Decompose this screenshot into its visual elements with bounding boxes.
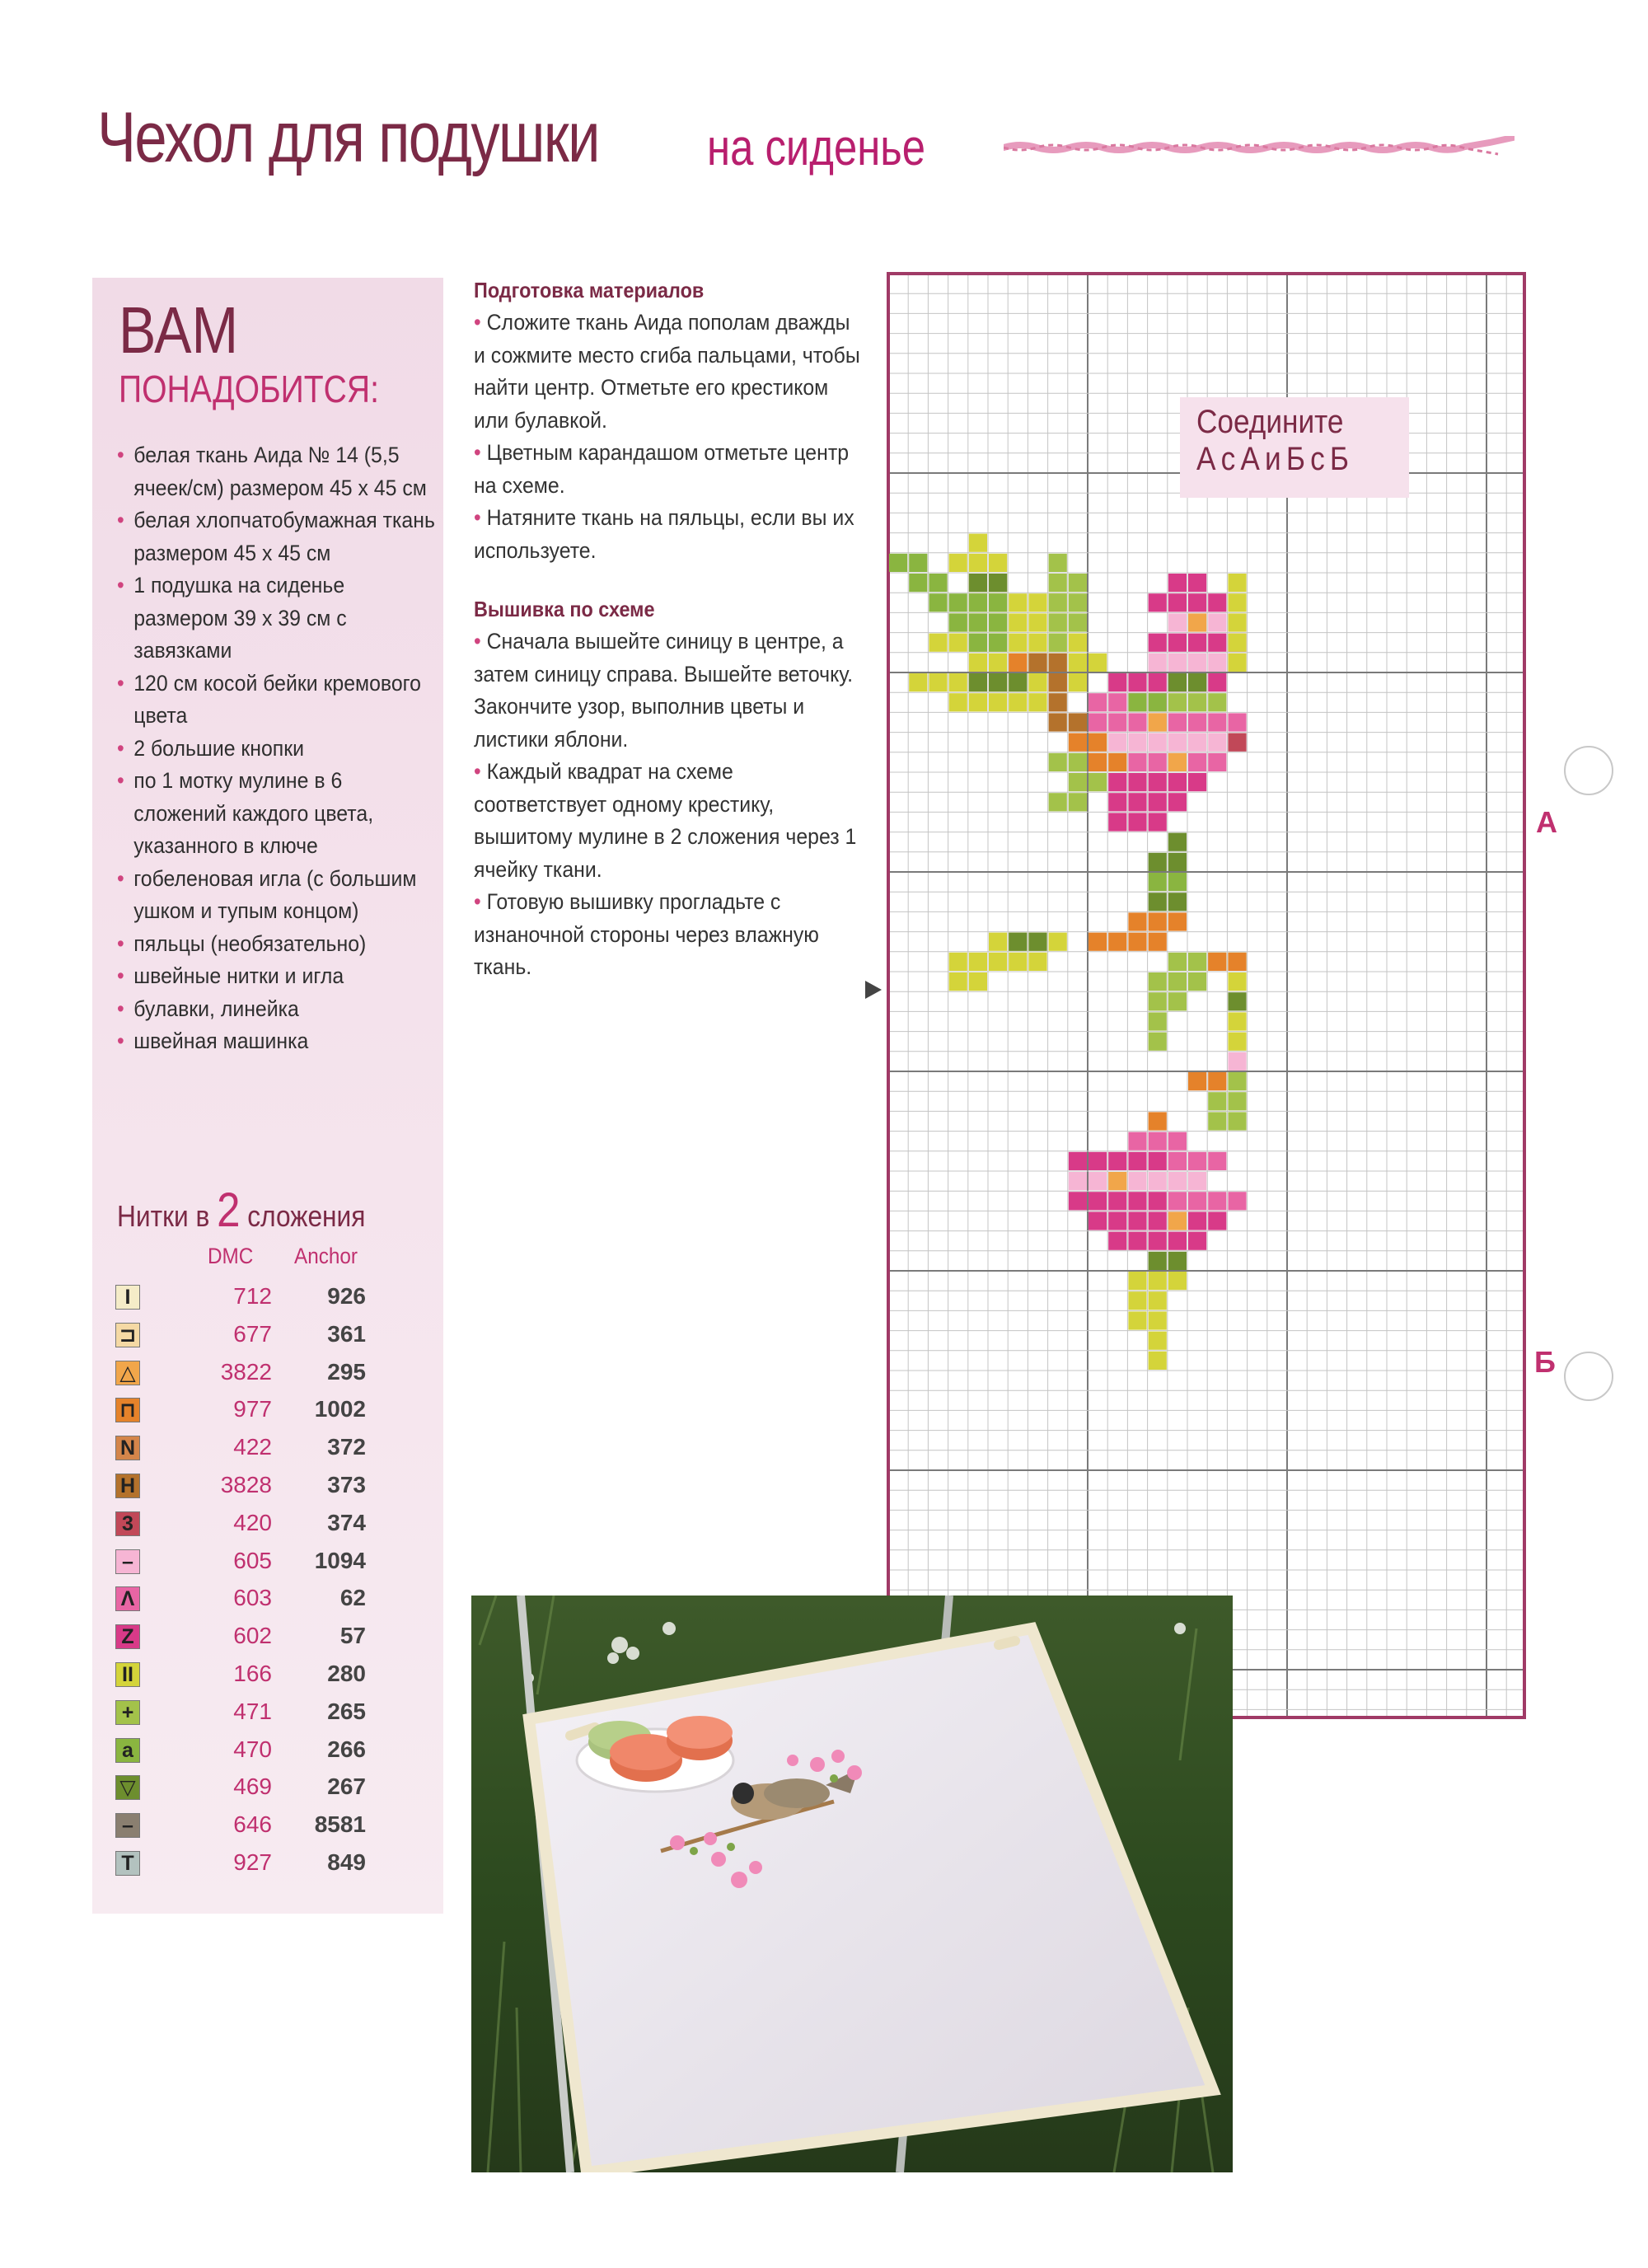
instruction-text: Каждый квадрат на схеме соответствует одному крестику, вышитому мулине в 2 сложения через 1 ячейку ткани. (474, 759, 857, 882)
thread-symbol: 3 (115, 1511, 140, 1536)
thread-symbol: △ (115, 1361, 140, 1385)
material-item: • швейная машинка (117, 1025, 435, 1058)
thread-dmc: 469 (233, 1774, 272, 1800)
thread-symbol: – (115, 1549, 140, 1574)
thread-anchor: 1094 (314, 1547, 366, 1573)
thread-dmc: 646 (233, 1811, 272, 1838)
thread-symbol: – (115, 1813, 140, 1838)
page-title (97, 97, 926, 179)
thread-anchor: 374 (327, 1509, 366, 1535)
thread-symbol: + (115, 1700, 140, 1725)
mark-a: А (1536, 805, 1557, 839)
thread-anchor: 266 (327, 1736, 366, 1762)
pink-thread-decoration (1004, 136, 1515, 161)
thread-dmc: 422 (233, 1434, 272, 1460)
punch-hole-icon (1564, 746, 1613, 795)
thread-symbol: ⊓ (115, 1398, 140, 1422)
thread-key-row (115, 1470, 428, 1503)
thread-dmc: 603 (233, 1585, 272, 1611)
material-item: • пяльцы (необязательно) (117, 928, 435, 961)
thread-key-row (115, 1735, 428, 1768)
thread-key-row (115, 1772, 428, 1805)
instruction-text: Сначала вышейте синицу в центре, а затем синицу справа. Вышейте веточку. Закончите узор, выполнив цветы и листики яблони. (474, 629, 854, 752)
thread-key-row (115, 1621, 428, 1654)
threads-title-post: сложения (247, 1199, 366, 1233)
material-item: • швейные нитки и игла (117, 960, 435, 993)
thread-key-row (115, 1697, 428, 1730)
instruction-text: Сложите ткань Аида пополам дважды и сожмите место сгиба пальцами, чтобы найти центр. Отметьте его крестиком или булавкой. (474, 310, 860, 433)
connect-line2: АсАиБсБ (1196, 441, 1355, 477)
bullet-icon: • (474, 629, 487, 654)
instructions (474, 278, 861, 984)
instruction-text: Цветным карандашом отметьте центр на схеме. (474, 440, 850, 498)
punch-hole-icon (1564, 1352, 1613, 1401)
thread-key-row (115, 1810, 428, 1843)
bullet-icon: • (474, 310, 487, 335)
thread-anchor: 280 (327, 1661, 366, 1686)
bullet-icon: • (474, 889, 487, 914)
thread-dmc: 977 (233, 1396, 272, 1422)
thread-dmc: 470 (233, 1736, 272, 1762)
thread-key-row (115, 1394, 428, 1427)
thread-symbol: a (115, 1738, 140, 1763)
sidebar-subtitle: ПОНАДОБИТСЯ: (119, 368, 380, 410)
thread-dmc: 602 (233, 1623, 272, 1649)
threads-title-num: 2 (217, 1183, 241, 1237)
thread-symbol: ⊐ (115, 1323, 140, 1347)
thread-key-row (115, 1546, 428, 1579)
thread-symbol: T (115, 1851, 140, 1876)
thread-dmc: 3828 (220, 1472, 272, 1497)
col-anchor-header: Anchor (294, 1244, 358, 1268)
thread-key-row (115, 1319, 428, 1352)
instruction-item (474, 626, 860, 756)
thread-anchor: 849 (327, 1849, 366, 1875)
title-sub: на сиденье (707, 119, 926, 176)
instruction-item (474, 502, 860, 567)
thread-anchor: 372 (327, 1434, 366, 1460)
thread-symbol: ▽ (115, 1775, 140, 1800)
thread-dmc: 471 (233, 1698, 272, 1724)
thread-anchor: 1002 (314, 1396, 366, 1422)
thread-anchor: 62 (339, 1585, 366, 1611)
prep-title: Подготовка материалов (474, 278, 705, 302)
thread-anchor: 361 (327, 1320, 366, 1347)
bullet-icon: • (474, 440, 487, 465)
thread-dmc: 712 (233, 1283, 272, 1309)
thread-key-row (115, 1659, 428, 1692)
mark-b: Б (1534, 1345, 1556, 1379)
col-dmc-header: DMC (208, 1244, 254, 1268)
instruction-item (474, 756, 860, 886)
thread-dmc: 3822 (220, 1358, 272, 1385)
thread-anchor: 295 (327, 1358, 366, 1385)
thread-key-row (115, 1282, 428, 1314)
instruction-text: Натяните ткань на пяльцы, если вы их используете. (474, 505, 854, 563)
thread-symbol: H (115, 1474, 140, 1498)
materials-sidebar (92, 278, 443, 1914)
thread-anchor: 8581 (314, 1811, 366, 1838)
material-item: • 120 см косой бейки кремового цвета (117, 668, 435, 733)
bullet-icon: • (474, 505, 487, 530)
center-arrow-left-icon (865, 981, 882, 999)
bullet-icon: • (474, 759, 487, 784)
thread-symbol: II (115, 1662, 140, 1687)
instruction-item (474, 437, 860, 502)
material-item: • булавки, линейка (117, 993, 435, 1026)
thread-anchor: 926 (327, 1283, 366, 1309)
cushion-photo (471, 1596, 1233, 2172)
thread-key-row (115, 1583, 428, 1616)
thread-dmc: 605 (233, 1547, 272, 1573)
material-item: • белая ткань Аида № 14 (5,5 ячеек/см) размером 45 х 45 см (117, 439, 435, 504)
thread-anchor: 57 (339, 1623, 366, 1649)
material-item: • 1 подушка на сиденье размером 39 х 39 см с завязками (117, 569, 435, 668)
embroid-items (474, 626, 861, 984)
sidebar-title: ВАМ (119, 293, 239, 367)
materials-list (117, 439, 438, 1058)
thread-key-row (115, 1508, 428, 1541)
thread-key-row (115, 1357, 428, 1390)
thread-dmc: 420 (233, 1509, 272, 1535)
prep-items (474, 307, 861, 567)
title-main: Чехол для подушки (97, 98, 599, 177)
thread-key-row (115, 1432, 428, 1465)
threads-title (117, 1183, 365, 1238)
thread-anchor: 265 (327, 1698, 366, 1724)
thread-symbol: I (115, 1285, 140, 1310)
thread-key-row (115, 1848, 428, 1881)
instruction-item (474, 886, 860, 984)
thread-anchor: 267 (327, 1774, 366, 1800)
material-item: • белая хлопчатобумажная ткань размером 45 х 45 см (117, 504, 435, 569)
instruction-text: Готовую вышивку прогладьте с изнаночной стороны через влажную ткань. (474, 889, 819, 979)
connect-note (1180, 397, 1409, 498)
thread-dmc: 677 (233, 1320, 272, 1347)
threads-title-pre: Нитки в (117, 1199, 210, 1233)
connect-line1: Соедините (1196, 404, 1344, 440)
material-item: • по 1 мотку мулине в 6 сложений каждого цвета, указанного в ключе (117, 765, 435, 863)
thread-dmc: 927 (233, 1849, 272, 1875)
material-item: • гобеленовая игла (с большим ушком и тупым концом) (117, 863, 435, 928)
thread-dmc: 166 (233, 1661, 272, 1686)
instruction-item (474, 307, 860, 437)
thread-symbol: Z (115, 1624, 140, 1649)
thread-anchor: 373 (327, 1472, 366, 1497)
thread-symbol: N (115, 1436, 140, 1460)
material-item: • 2 большие кнопки (117, 733, 435, 766)
embroid-title: Вышивка по схеме (474, 597, 655, 621)
thread-symbol: Λ (115, 1586, 140, 1611)
